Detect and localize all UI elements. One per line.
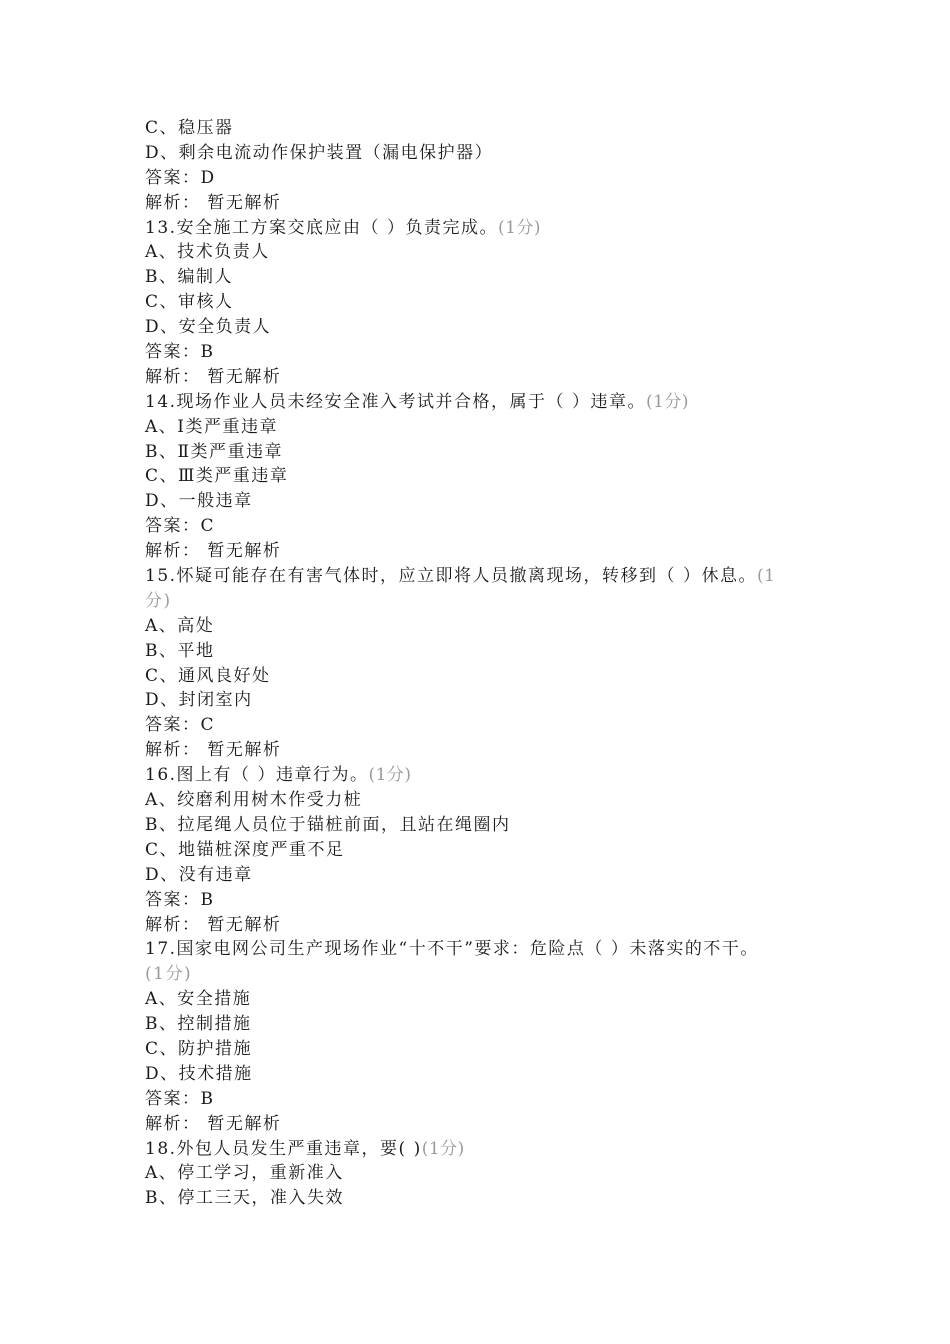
option-d: D、剩余电流动作保护装置（漏电保护器） <box>145 142 494 163</box>
question-text: 18.外包人员发生严重违章，要( ) <box>145 1138 422 1159</box>
question-score-continued: (1分) <box>145 964 193 985</box>
option-c: C、通风良好处 <box>145 665 271 686</box>
question-stem <box>145 390 805 415</box>
answer: 答案：B <box>145 889 215 910</box>
option-a: A、技术负责人 <box>145 242 270 263</box>
option-d: D、技术措施 <box>145 1063 253 1084</box>
question-text: 16.图上有（ ）违章行为。 <box>145 765 369 786</box>
option-a: A、Ⅰ类严重违章 <box>145 416 278 437</box>
analysis: 解析： 暂无解析 <box>145 740 282 761</box>
option-d: D、没有违章 <box>145 864 253 885</box>
document-page <box>145 116 805 1211</box>
option-a: A、停工学习，重新准入 <box>145 1163 344 1184</box>
option-d: D、安全负责人 <box>145 317 272 338</box>
question-score: (1分) <box>421 1138 465 1159</box>
analysis: 解析： 暂无解析 <box>145 1113 282 1134</box>
option-a: A、高处 <box>145 615 215 636</box>
question-stem <box>145 564 805 589</box>
answer: 答案：B <box>145 1088 215 1109</box>
option-c: C、防护措施 <box>145 1038 253 1059</box>
question-text: 14.现场作业人员未经安全准入考试并合格，属于（ ）违章。 <box>145 391 646 412</box>
answer: 答案：D <box>145 167 216 188</box>
question-text: 13.安全施工方案交底应由（ ）负责完成。 <box>145 217 498 238</box>
answer: 答案：B <box>145 342 215 363</box>
question-stem <box>145 216 805 241</box>
question-stem <box>145 763 805 788</box>
option-b: B、平地 <box>145 640 215 661</box>
option-d: D、一般违章 <box>145 491 253 512</box>
option-b: B、拉尾绳人员位于锚桩前面，且站在绳圈内 <box>145 814 511 835</box>
option-c: C、Ⅲ类严重违章 <box>145 466 289 487</box>
option-a: A、绞磨利用树木作受力桩 <box>145 790 363 811</box>
option-c: C、稳压器 <box>145 118 234 138</box>
analysis: 解析： 暂无解析 <box>145 541 282 562</box>
option-c: C、地锚桩深度严重不足 <box>145 839 345 860</box>
answer: 答案：C <box>145 715 216 736</box>
question-stem <box>145 1137 805 1162</box>
analysis: 解析： 暂无解析 <box>145 192 282 213</box>
option-c: C、审核人 <box>145 292 234 313</box>
option-b: B、编制人 <box>145 267 233 288</box>
question-score-continued: 分) <box>145 590 172 611</box>
question-score: (1分) <box>497 217 542 238</box>
question-score: (1分) <box>368 765 412 786</box>
question-stem: 17.国家电网公司生产现场作业“十不干”要求：危险点（ ）未落实的不干。 <box>145 939 759 960</box>
option-d: D、封闭室内 <box>145 690 253 711</box>
option-b: B、Ⅱ类严重违章 <box>145 441 284 462</box>
analysis: 解析： 暂无解析 <box>145 366 282 387</box>
answer: 答案：C <box>145 516 216 537</box>
question-text: 15.怀疑可能存在有害气体时，应立即将人员撤离现场，转移到（ ）休息。 <box>145 566 757 587</box>
analysis: 解析： 暂无解析 <box>145 914 282 935</box>
option-b: B、控制措施 <box>145 1014 252 1035</box>
question-score: (1 <box>756 566 776 587</box>
option-b: B、停工三天，准入失效 <box>145 1188 344 1209</box>
option-a: A、安全措施 <box>145 989 252 1010</box>
question-score: (1分) <box>645 391 690 412</box>
